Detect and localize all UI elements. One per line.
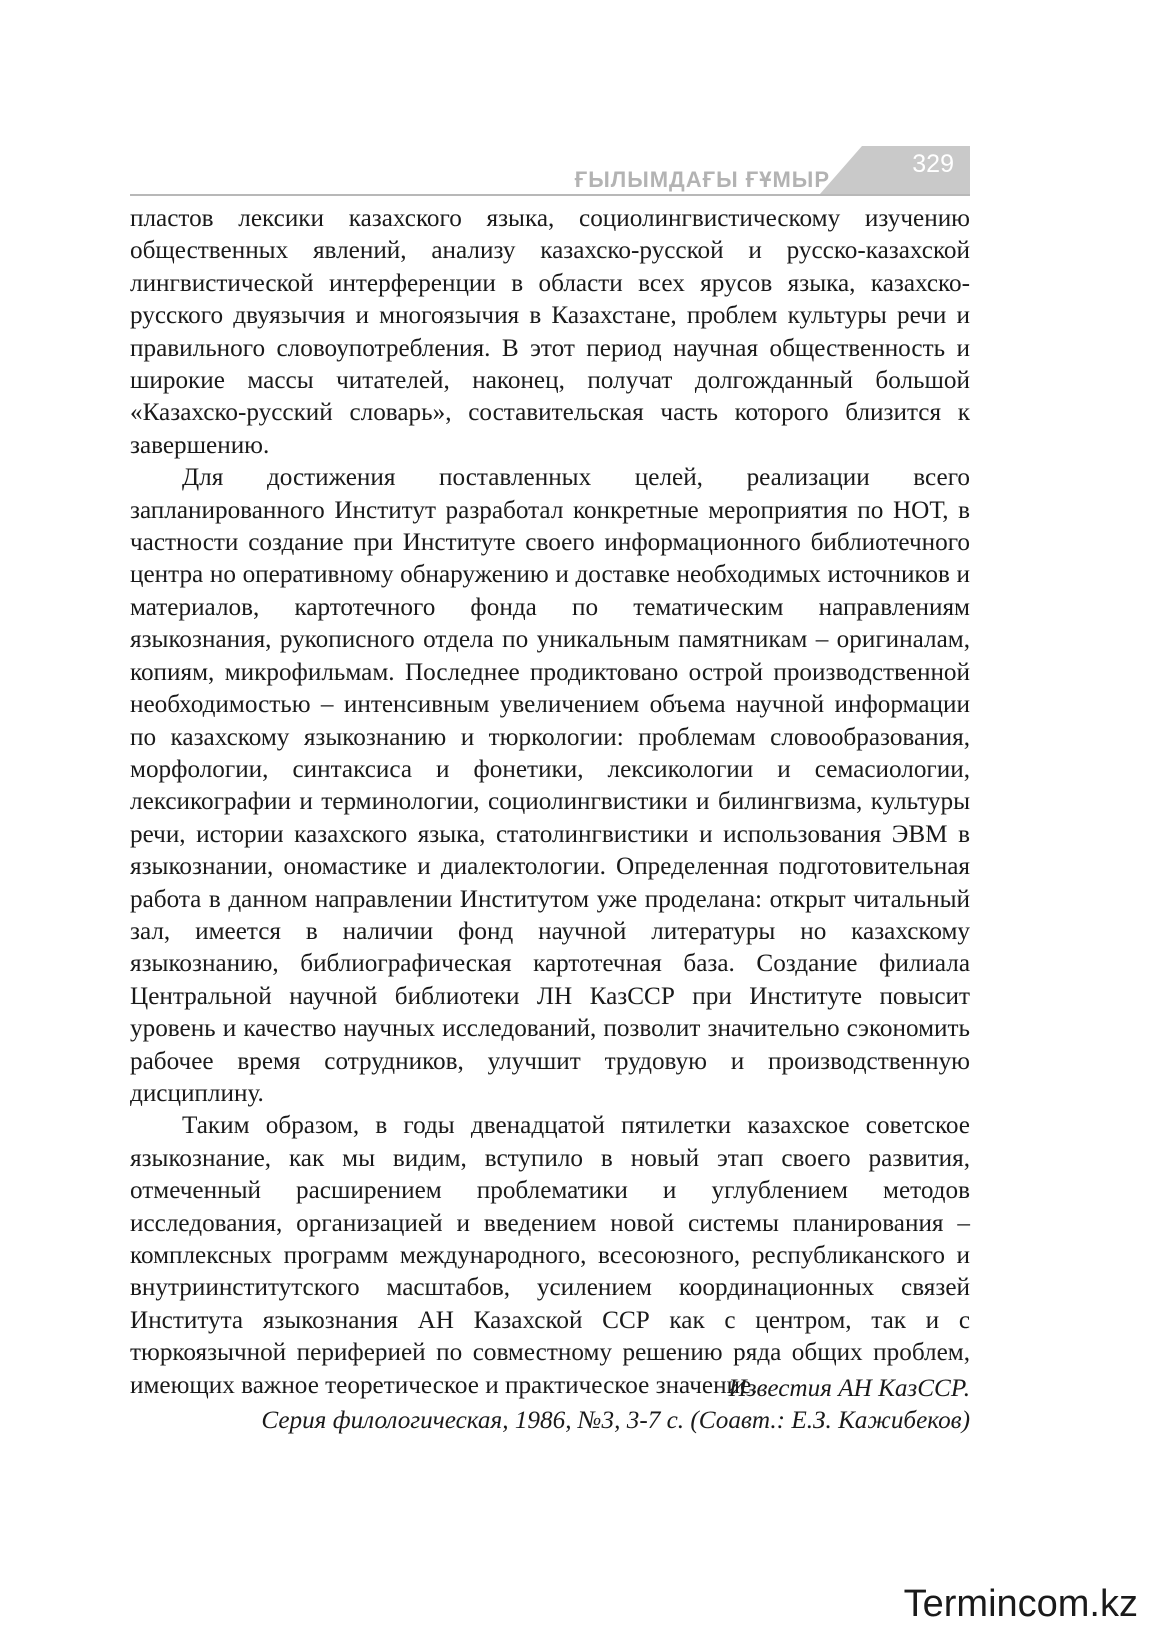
- page-number: 329: [912, 150, 954, 178]
- source-citation: [130, 1373, 970, 1438]
- paragraph-1: пластов лексики казахского языка, социолингвистическому изучению общественных явлений, анализу казахско-русской и русско-казахской лингвистической интерференции в области всех ярусов языка, казахско-русского двуязычия и многоязычия в Казахстане, проблем культуры речи и правильного словоупотребления. В этот период научная общественность и широкие массы читателей, наконец, получат долгожданный большой «Казахско-русский словарь», составительская часть которого близится к завершению.: [130, 205, 970, 459]
- header-title: ҒЫЛЫМДАҒЫ ҒҰМЫР: [574, 167, 830, 192]
- watermark-logo: [904, 1585, 1138, 1623]
- header-divider: [130, 194, 970, 196]
- paragraph-2: Для достижения поставленных целей, реализации всего запланированного Институт разработал конкретные мероприятия по НОТ, в частности создание при Институте своего информационного библиотечного центра но оперативному обнаружению и доставке необходимых источников и материалов, картотечного фонда по тематическим направлениям языкознания, рукописного отдела по уникальным памятникам – оригиналам, копиям, микрофильмам. Последнее продиктовано острой производственной необходимостью – интенсивным увеличением объема научной информации по казахскому языкознанию и тюркологии: проблемам словообразования, морфологии, синтаксиса и фонетики, лексикологии и семасиологии, лексикографии и терминологии, социолингвистики и билингвизма, культуры речи, истории казахского языка, статолингвистики и использования ЭВМ в языкознании, ономастике и диалектологии. Определенная подготовительная работа в данном направлении Институтом уже проделана: открыт читальный зал, имеется в наличии фонд научной литературы но казахскому языкознанию, библиографическая картотечная база. Создание филиала Центральной научной библиотеки ЛН КазССР при Институте повысит уровень и качество научных исследований, позволит значительно сэкономить рабочее время сотрудников, улучшит трудовую и производственную дисциплину.: [130, 464, 970, 1107]
- source-line-2: Серия филологическая, 1986, №3, 3-7 с. (Соавт.: Е.З. Кажибеков): [261, 1407, 970, 1435]
- paragraph-3: Таким образом, в годы двенадцатой пятилетки казахское советское языкознание, как мы видим, вступило в новый этап своего развития, отмеченный расширением проблематики и углублением методов исследования, организацией и введением новой системы планирования – комплексных программ международного, всесоюзного, республиканского и внутриинститутского масштабов, усилением координационных связей Института языкознания АН Казахской ССР как с центром, так и с тюркоязычной периферией по совместному решению ряда общих проблем, имеющих важное теоретическое и практическое значение.: [130, 1112, 970, 1399]
- source-line-1: Известия АН КазССР.: [728, 1375, 970, 1402]
- running-header: [130, 146, 970, 196]
- watermark-text: Termincom.kz: [903, 1583, 1138, 1625]
- body-text: [130, 203, 970, 1402]
